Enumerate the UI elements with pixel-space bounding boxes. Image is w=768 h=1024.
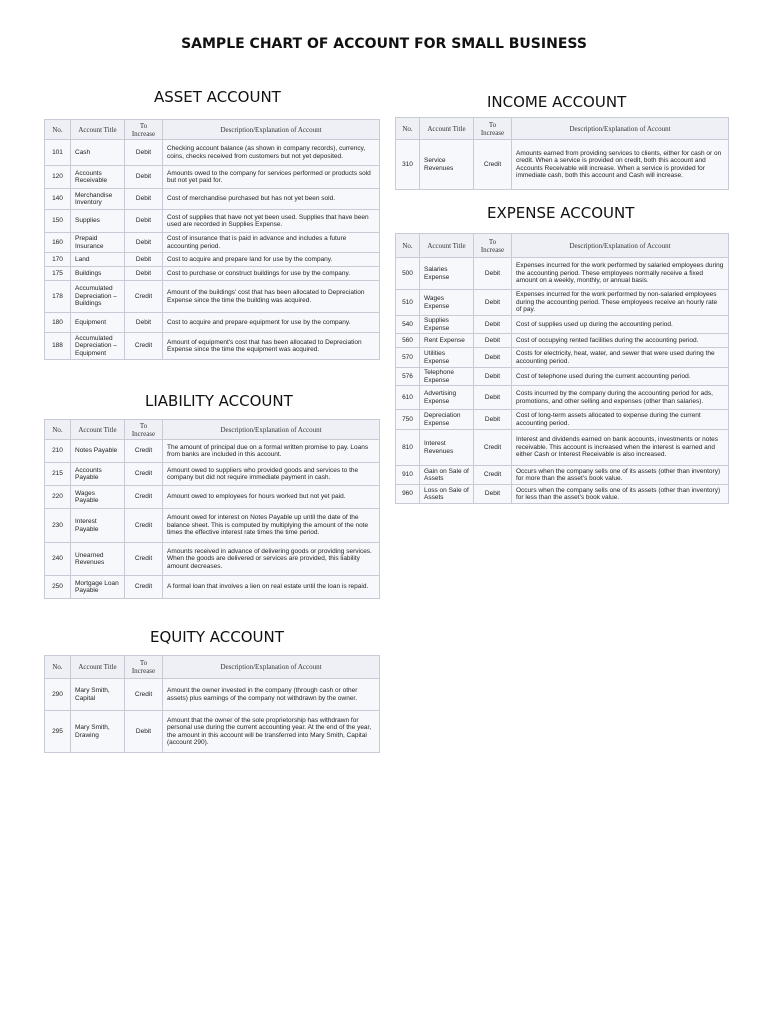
increase-side: Debit [125, 233, 163, 253]
table-row [396, 368, 729, 386]
increase-side: Debit [125, 253, 163, 267]
account-number: 140 [45, 189, 71, 210]
account-number: 750 [396, 410, 420, 430]
account-description: Cost of telephone used during the current accounting period. [512, 368, 729, 386]
account-description: Expenses incurred for the work performed by non-salaried employees during the accounting period. These employees receive an hourly rate of pay. [512, 290, 729, 316]
account-description: A formal loan that involves a lien on real estate until the loan is repaid. [163, 576, 380, 599]
account-description: Expenses incurred for the work performed by salaried employees during the accounting period. These employees normally receive a fixed amount on a weekly, monthly, or annual basis. [512, 258, 729, 290]
increase-side: Debit [125, 711, 163, 753]
increase-side: Debit [125, 189, 163, 210]
account-description: The amount of principal due on a formal written promise to pay. Loans from banks are included in this account. [163, 440, 380, 463]
account-number: 290 [45, 679, 71, 711]
account-title: Utilities Expense [420, 348, 474, 368]
liability-account-table [44, 419, 380, 599]
account-title: Notes Payable [71, 440, 125, 463]
account-description: Cost of supplies used up during the accounting period. [512, 316, 729, 334]
increase-side: Debit [125, 210, 163, 233]
account-description: Amount of the buildings' cost that has been allocated to Depreciation Expense since the time the building was acquired. [163, 281, 380, 313]
account-title: Salaries Expense [420, 258, 474, 290]
account-number: 120 [45, 166, 71, 189]
account-number: 250 [45, 576, 71, 599]
table-row [396, 258, 729, 290]
increase-side: Debit [474, 334, 512, 348]
increase-side: Debit [474, 386, 512, 410]
account-title: Interest Payable [71, 509, 125, 543]
account-title: Accounts Payable [71, 463, 125, 486]
account-description: Amount of equipment's cost that has been allocated to Depreciation Expense since the time the equipment was acquired. [163, 333, 380, 360]
table-row [45, 440, 380, 463]
account-number: 910 [396, 466, 420, 485]
account-title: Land [71, 253, 125, 267]
table-row [45, 463, 380, 486]
account-description: Costs incurred by the company during the accounting period for ads, promotions, and other selling and expenses (other than salaries). [512, 386, 729, 410]
header-no: No. [396, 118, 420, 140]
account-number: 150 [45, 210, 71, 233]
account-description: Cost of occupying rented facilities during the accounting period. [512, 334, 729, 348]
account-title: Telephone Expense [420, 368, 474, 386]
account-description: Interest and dividends earned on bank accounts, investments or notes receivable. This account is increased when the interest is earned and either Cash or Interest Receivable is also increased. [512, 430, 729, 466]
table-row [45, 210, 380, 233]
header-account-title: Account Title [71, 656, 125, 679]
increase-side: Debit [474, 348, 512, 368]
account-number: 178 [45, 281, 71, 313]
account-description: Amounts earned from providing services to clients, either for cash or on credit. When a service is provided on credit, both this account and Accounts Receivable will increase. When a service is provided for immediate cash, both this account and Cash will increase. [512, 140, 729, 190]
increase-side: Credit [125, 440, 163, 463]
account-description: Cost of supplies that have not yet been used. Supplies that have been used are recorded in Supplies Expense. [163, 210, 380, 233]
header-to-increase: To Increase [474, 234, 512, 258]
table-row [396, 316, 729, 334]
account-number: 180 [45, 313, 71, 333]
account-number: 576 [396, 368, 420, 386]
increase-side: Credit [125, 679, 163, 711]
account-description: Cost to acquire and prepare land for use by the company. [163, 253, 380, 267]
table-row [45, 140, 380, 166]
account-title: Loss on Sale of Assets [420, 485, 474, 504]
equity-account-heading: EQUITY ACCOUNT [150, 628, 284, 646]
account-number: 101 [45, 140, 71, 166]
account-number: 240 [45, 543, 71, 576]
table-row [45, 679, 380, 711]
table-row [396, 466, 729, 485]
increase-side: Credit [125, 333, 163, 360]
account-number: 540 [396, 316, 420, 334]
header-account-title: Account Title [420, 118, 474, 140]
account-description: Cost of insurance that is paid in advance and includes a future accounting period. [163, 233, 380, 253]
account-number: 570 [396, 348, 420, 368]
table-row [396, 430, 729, 466]
increase-side: Credit [125, 486, 163, 509]
account-number: 310 [396, 140, 420, 190]
page-title: SAMPLE CHART OF ACCOUNT FOR SMALL BUSINESS [181, 36, 587, 52]
table-row [396, 348, 729, 368]
account-description: Amount owed to suppliers who provided goods and services to the company but did not require immediate payment in cash. [163, 463, 380, 486]
account-title: Buildings [71, 267, 125, 281]
account-description: Amount owed to employees for hours worked but not yet paid. [163, 486, 380, 509]
header-description: Description/Explanation of Account [512, 234, 729, 258]
table-row [45, 233, 380, 253]
account-title: Accounts Receivable [71, 166, 125, 189]
account-description: Amount that the owner of the sole proprietorship has withdrawn for personal use during the current accounting year. At the end of the year, the amount in this account will be transferred into Mary Smith, Capital (account 290). [163, 711, 380, 753]
table-row [45, 166, 380, 189]
table-row [45, 509, 380, 543]
increase-side: Credit [125, 463, 163, 486]
account-number: 188 [45, 333, 71, 360]
header-to-increase: To Increase [125, 420, 163, 440]
account-number: 810 [396, 430, 420, 466]
account-number: 210 [45, 440, 71, 463]
account-title: Accumulated Depreciation – Equipment [71, 333, 125, 360]
asset-account-heading: ASSET ACCOUNT [154, 88, 281, 106]
increase-side: Debit [474, 258, 512, 290]
increase-side: Debit [474, 410, 512, 430]
header-description: Description/Explanation of Account [163, 420, 380, 440]
account-title: Service Revenues [420, 140, 474, 190]
account-title: Unearned Revenues [71, 543, 125, 576]
asset-account-table [44, 119, 380, 360]
increase-side: Debit [474, 368, 512, 386]
account-description: Checking account balance (as shown in company records), currency, coins, checks received from customers but not yet deposited. [163, 140, 380, 166]
account-title: Accumulated Depreciation – Buildings [71, 281, 125, 313]
increase-side: Debit [474, 485, 512, 504]
increase-side: Credit [125, 576, 163, 599]
account-number: 170 [45, 253, 71, 267]
table-row [396, 140, 729, 190]
account-title: Mortgage Loan Payable [71, 576, 125, 599]
increase-side: Debit [125, 166, 163, 189]
account-number: 960 [396, 485, 420, 504]
table-row [45, 486, 380, 509]
increase-side: Debit [474, 290, 512, 316]
account-description: Cost of long-term assets allocated to expense during the current accounting period. [512, 410, 729, 430]
header-description: Description/Explanation of Account [163, 656, 380, 679]
account-title: Depreciation Expense [420, 410, 474, 430]
account-description: Amount the owner invested in the company (through cash or other assets) plus earnings of the company not withdrawn by the owner. [163, 679, 380, 711]
increase-side: Credit [474, 466, 512, 485]
header-description: Description/Explanation of Account [512, 118, 729, 140]
table-row [45, 711, 380, 753]
account-title: Advertising Expense [420, 386, 474, 410]
header-to-increase: To Increase [125, 656, 163, 679]
account-description: Amount owed for interest on Notes Payable up until the date of the balance sheet. This is computed by multiplying the amount of the note times the effective interest rate times the time period. [163, 509, 380, 543]
account-title: Mary Smith, Capital [71, 679, 125, 711]
account-title: Cash [71, 140, 125, 166]
header-account-title: Account Title [71, 120, 125, 140]
income-account-heading: INCOME ACCOUNT [487, 93, 627, 111]
header-no: No. [45, 656, 71, 679]
account-number: 175 [45, 267, 71, 281]
account-number: 295 [45, 711, 71, 753]
account-title: Equipment [71, 313, 125, 333]
account-description: Amounts received in advance of delivering goods or providing services. When the goods are delivered or services are provided, this liability amount decreases. [163, 543, 380, 576]
account-title: Mary Smith, Drawing [71, 711, 125, 753]
account-number: 560 [396, 334, 420, 348]
account-title: Merchandise Inventory [71, 189, 125, 210]
account-title: Gain on Sale of Assets [420, 466, 474, 485]
table-row [45, 281, 380, 313]
header-to-increase: To Increase [474, 118, 512, 140]
increase-side: Credit [125, 509, 163, 543]
account-title: Wages Payable [71, 486, 125, 509]
account-title: Supplies [71, 210, 125, 233]
table-row [45, 253, 380, 267]
table-row [45, 313, 380, 333]
table-row [45, 576, 380, 599]
account-title: Rent Expense [420, 334, 474, 348]
account-title: Interest Revenues [420, 430, 474, 466]
table-row [45, 333, 380, 360]
header-no: No. [45, 420, 71, 440]
expense-account-table [395, 233, 729, 504]
increase-side: Credit [125, 543, 163, 576]
increase-side: Credit [474, 140, 512, 190]
account-description: Costs for electricity, heat, water, and sewer that were used during the accounting period. [512, 348, 729, 368]
header-no: No. [45, 120, 71, 140]
account-title: Wages Expense [420, 290, 474, 316]
account-number: 215 [45, 463, 71, 486]
increase-side: Debit [125, 313, 163, 333]
table-row [396, 290, 729, 316]
table-row [396, 386, 729, 410]
increase-side: Credit [125, 281, 163, 313]
account-description: Occurs when the company sells one of its assets (other than inventory) for more than the asset's book value. [512, 466, 729, 485]
account-number: 510 [396, 290, 420, 316]
table-row [45, 267, 380, 281]
table-row [45, 189, 380, 210]
account-number: 220 [45, 486, 71, 509]
account-number: 160 [45, 233, 71, 253]
account-description: Amounts owed to the company for services performed or products sold but not yet paid for. [163, 166, 380, 189]
account-description: Cost to purchase or construct buildings for use by the company. [163, 267, 380, 281]
header-account-title: Account Title [420, 234, 474, 258]
account-number: 610 [396, 386, 420, 410]
table-row [396, 334, 729, 348]
income-account-table [395, 117, 729, 190]
equity-account-table [44, 655, 380, 753]
table-row [45, 543, 380, 576]
account-number: 500 [396, 258, 420, 290]
increase-side: Debit [125, 140, 163, 166]
table-row [396, 410, 729, 430]
header-no: No. [396, 234, 420, 258]
account-description: Occurs when the company sells one of its assets (other than inventory) for less than the asset's book value. [512, 485, 729, 504]
account-title: Supplies Expense [420, 316, 474, 334]
table-row [396, 485, 729, 504]
expense-account-heading: EXPENSE ACCOUNT [487, 204, 635, 222]
liability-account-heading: LIABILITY ACCOUNT [145, 392, 293, 410]
account-description: Cost to acquire and prepare equipment for use by the company. [163, 313, 380, 333]
increase-side: Debit [474, 316, 512, 334]
increase-side: Credit [474, 430, 512, 466]
header-description: Description/Explanation of Account [163, 120, 380, 140]
account-title: Prepaid Insurance [71, 233, 125, 253]
header-account-title: Account Title [71, 420, 125, 440]
increase-side: Debit [125, 267, 163, 281]
header-to-increase: To Increase [125, 120, 163, 140]
account-number: 230 [45, 509, 71, 543]
account-description: Cost of merchandise purchased but has not yet been sold. [163, 189, 380, 210]
